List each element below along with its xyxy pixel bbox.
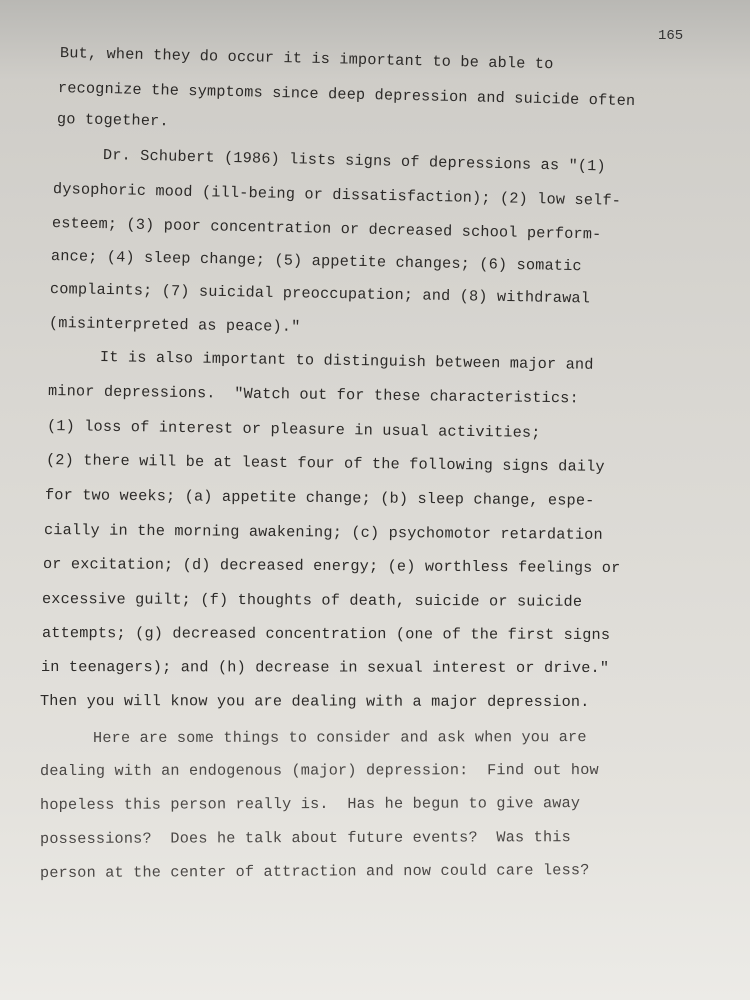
text-line: or excitation; (d) decreased energy; (e) worthless feelings or	[42, 555, 621, 578]
text-line: recognize the symptoms since deep depression and suicide often	[57, 79, 636, 111]
text-line: dysophoric mood (ill-being or dissatisfaction); (2) low self-	[52, 180, 622, 210]
text-line: complaints; (7) suicidal preoccupation; and (8) withdrawal	[49, 280, 591, 308]
text-line: for two weeks; (a) appetite change; (b) sleep change, espe-	[44, 486, 595, 510]
text-line: cially in the morning awakening; (c) psychomotor retardation	[43, 521, 603, 544]
text-line: hopeless this person really is. Has he begun to give away	[39, 794, 581, 814]
text-line: (misinterpreted as peace)."	[48, 314, 301, 336]
text-line: (2) there will be at least four of the following signs daily	[45, 451, 605, 476]
text-line: (1) loss of interest or pleasure in usual activities;	[46, 417, 541, 442]
text-line: possessions? Does he talk about future events? Was this	[39, 828, 571, 848]
text-line: attempts; (g) decreased concentration (one of the first signs	[41, 624, 611, 644]
text-line: excessive guilt; (f) thoughts of death, suicide or suicide	[41, 590, 583, 611]
text-line: esteem; (3) poor concentration or decreased school perform-	[51, 214, 602, 244]
text-line: person at the center of attraction and now could care less?	[39, 861, 590, 882]
text-line: ance; (4) sleep change; (5) appetite changes; (6) somatic	[50, 247, 582, 276]
text-line: Dr. Schubert (1986) lists signs of depressions as "(1)	[102, 146, 607, 176]
text-line: in teenagers); and (h) decrease in sexual interest or drive."	[40, 658, 610, 677]
text-line: But, when they do occur it is important to be able to	[59, 44, 554, 74]
text-line: Here are some things to consider and ask when you are	[92, 728, 587, 747]
page-number: 165	[658, 28, 684, 44]
text-line: go together.	[56, 110, 169, 131]
text-line: dealing with an endogenous (major) depression: Find out how	[39, 761, 599, 780]
text-line: Then you will know you are dealing with a major depression.	[39, 692, 590, 711]
text-line: It is also important to distinguish between major and	[99, 348, 594, 374]
text-line: minor depressions. "Watch out for these characteristics:	[47, 382, 579, 408]
